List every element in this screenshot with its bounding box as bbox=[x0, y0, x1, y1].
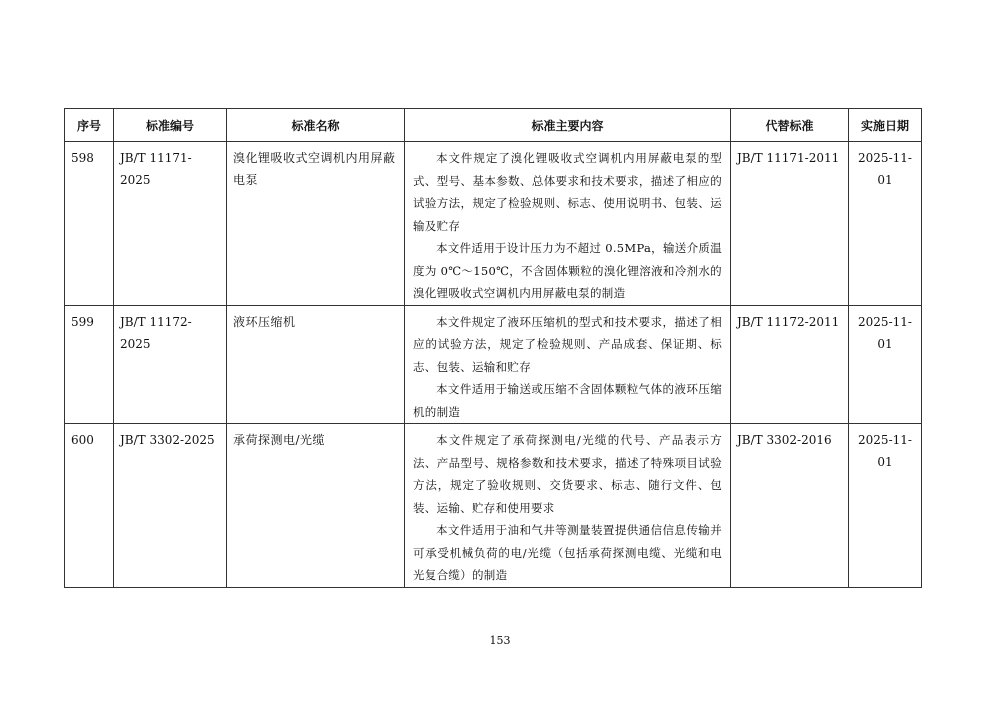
table-row bbox=[65, 424, 922, 588]
row-code: JB/T 11171-2025 bbox=[120, 151, 192, 187]
row-content-cell bbox=[405, 305, 731, 424]
row-name: 溴化锂吸收式空调机内用屏蔽电泵 bbox=[233, 151, 396, 187]
row-code-cell bbox=[114, 142, 227, 306]
row-seq-cell bbox=[65, 142, 114, 306]
row-seq: 599 bbox=[71, 314, 94, 329]
row-name-cell bbox=[227, 142, 405, 306]
row-date: 2025-11-01 bbox=[858, 151, 912, 187]
row-seq: 598 bbox=[71, 151, 94, 165]
row-content-applicability: 本文件适用于输送或压缩不含固体颗粒气体的液环压缩机的制造 bbox=[413, 382, 722, 419]
row-replaces-cell bbox=[731, 142, 849, 306]
row-replaces: JB/T 11171-2011 bbox=[737, 151, 840, 165]
row-seq: 600 bbox=[71, 433, 94, 447]
header-name: 标准名称 bbox=[227, 109, 405, 142]
table-row bbox=[65, 142, 922, 306]
row-content-scope: 本文件规定了承荷探测电/光缆的代号、产品表示方法、产品型号、规格参数和技术要求，描述了特殊项目试验方法，规定了验收规则、交货要求、标志、随行文件、包装、运输、贮存和使用要求 bbox=[413, 433, 722, 515]
row-name: 承荷探测电/光缆 bbox=[233, 433, 326, 447]
row-code-cell bbox=[114, 305, 227, 424]
row-date-cell bbox=[849, 305, 922, 424]
row-content-scope: 本文件规定了溴化锂吸收式空调机内用屏蔽电泵的型式、型号、基本参数、总体要求和技术要求，描述了相应的试验方法，规定了检验规则、标志、使用说明书、包装、运输及贮存 bbox=[413, 151, 722, 233]
row-name-cell bbox=[227, 424, 405, 588]
row-code: JB/T 11172-2025 bbox=[120, 314, 192, 351]
row-seq-cell bbox=[65, 305, 114, 424]
row-code-cell bbox=[114, 424, 227, 588]
row-content-applicability: 本文件适用于设计压力为不超过 0.5MPa，输送介质温度为 0℃～150℃，不含固体颗粒的溴化锂溶液和冷剂水的溴化锂吸收式空调机内用屏蔽电泵的制造 bbox=[413, 241, 722, 300]
header-content: 标准主要内容 bbox=[405, 109, 731, 142]
row-content-cell bbox=[405, 424, 731, 588]
row-date-cell bbox=[849, 424, 922, 588]
header-replaces: 代替标准 bbox=[731, 109, 849, 142]
row-replaces: JB/T 3302-2016 bbox=[737, 433, 832, 447]
row-date: 2025-11-01 bbox=[858, 314, 912, 351]
row-name: 液环压缩机 bbox=[233, 314, 296, 329]
header-row bbox=[65, 109, 922, 142]
standards-table bbox=[64, 108, 922, 588]
row-content-scope: 本文件规定了液环压缩机的型式和技术要求，描述了相应的试验方法，规定了检验规则、产品成套、保证期、标志、包装、运输和贮存 bbox=[413, 314, 722, 374]
row-replaces: JB/T 11172-2011 bbox=[737, 314, 840, 329]
header-code: 标准编号 bbox=[114, 109, 227, 142]
header-seq: 序号 bbox=[65, 109, 114, 142]
row-content-applicability: 本文件适用于油和气井等测量装置提供通信信息传输并可承受机械负荷的电/光缆（包括承荷探测电缆、光缆和电光复合缆）的制造 bbox=[413, 523, 722, 582]
row-replaces-cell bbox=[731, 424, 849, 588]
page-number: 153 bbox=[489, 634, 511, 647]
row-date-cell bbox=[849, 142, 922, 306]
row-seq-cell bbox=[65, 424, 114, 588]
row-date: 2025-11-01 bbox=[858, 433, 912, 469]
row-content-cell bbox=[405, 142, 731, 306]
row-replaces-cell bbox=[731, 305, 849, 424]
header-date: 实施日期 bbox=[849, 109, 922, 142]
table-row bbox=[65, 305, 922, 424]
row-code: JB/T 3302-2025 bbox=[120, 433, 215, 447]
row-name-cell bbox=[227, 305, 405, 424]
